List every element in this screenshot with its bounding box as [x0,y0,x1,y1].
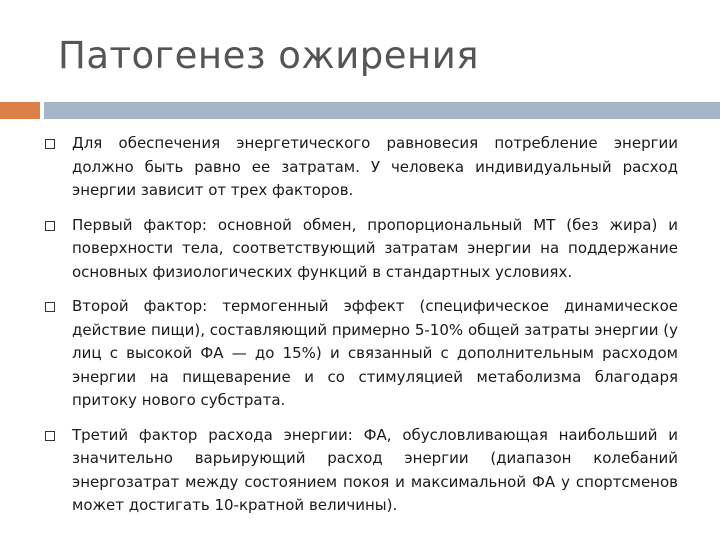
accent-bar-right [44,102,720,119]
bullet-text: Первый фактор: основной обмен, пропорциональный МТ (без жира) и поверхности тела, соответствующий затратам энергии на поддержание основных физиологических функций в стандартных условиях. [72,215,678,281]
slide-title: Патогенез ожирения [58,34,480,77]
bullet-text: Для обеспечения энергетического равновесия потребление энергии должно быть равно ее затратам. У человека индивидуальный расход энергии зависит от трех факторов. [72,134,678,199]
bullet-list [0,132,720,529]
bullet-text: Второй фактор: термогенный эффект (специфическое динамическое действие пищи), составляющий примерно 5-10% общей затраты энергии (у лиц с высокой ФА — до 15%) и связанный с дополнительным расходом энергии на пищеварение и со стимуляцией метаболизма благодаря притоку нового субстрата. [72,297,678,409]
square-bullet-icon [45,302,55,312]
square-bullet-icon [45,431,55,441]
bullet-text: Третий фактор расхода энергии: ФА, обусловливающая наибольший и значительно варьирующий расход энергии (диапазон колебаний энергозатрат между состоянием покоя и максимальной ФА у спортсменов может достигать 10-кратной величины). [72,425,678,514]
bullet-item [0,424,720,518]
square-bullet-icon [45,221,55,231]
accent-bar-left [0,102,40,119]
bullet-item [0,214,720,285]
bullet-item [0,295,720,413]
square-bullet-icon [45,139,55,149]
bullet-item [0,132,720,203]
